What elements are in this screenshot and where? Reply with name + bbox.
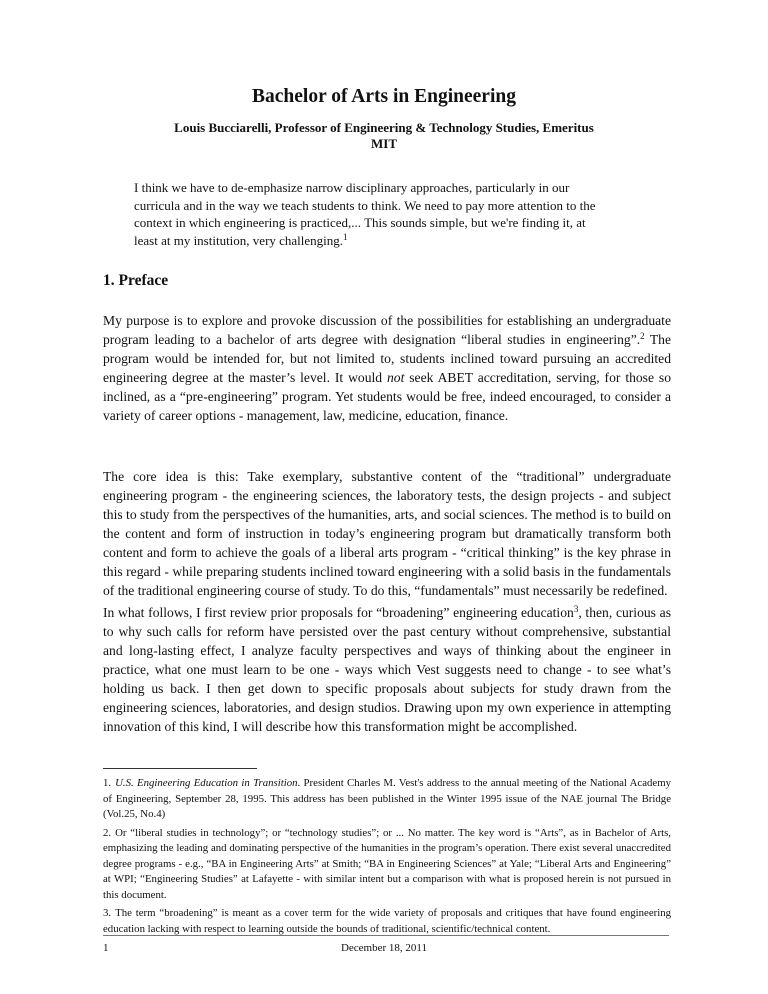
paragraph-3 bbox=[103, 603, 671, 736]
epigraph-text: I think we have to de-emphasize narrow disciplinary approaches, particularly in our curricula and in the way we teach students to think. We need to pay more attention to the context in which engineering is practiced,... This sounds simple, but we're finding it, at least at my institution, very challenging. bbox=[134, 180, 596, 248]
paragraph-3-text-b: , then, curious as to why such calls for reform have persisted over the past century without comprehensive, substantial and long-lasting effect, I analyze faculty perspectives and ways of thinking about the engineer in practice, what one must learn to be one - ways which Vest suggests need to change - to see what’s holding us back. I then get down to specific proposals about subjects for study drawn from the engineering sciences, laboratories, and design studios. Drawing upon my own experience in attempting innovation of this kind, I will describe how this transformation might be accomplished. bbox=[103, 605, 671, 734]
footnote-2-text: Or “liberal studies in technology”; or “technology studies”; or ... No matter. The key word is “Arts”, as in Bachelor of Arts, emphasizing the leading and dominating perspective of the humanities in the program’s operation. There exist several unaccredited degree programs - e.g., “BA in Engineering Arts” at Smith; “BA in Engineering Sciences” at Yale; “Liberal Arts and Engineering” at WPI; “Engineering Studies” at Lafayette - with similar intent but a comparison with what is proposed herein is not pursued in this document. bbox=[103, 826, 671, 901]
affiliation: MIT bbox=[371, 136, 397, 151]
footnote-ref-3[interactable]: 3 bbox=[573, 604, 579, 614]
paragraph-1-text-a: My purpose is to explore and provoke discussion of the possibilities for establishing an undergraduate program leading to a bachelor of arts degree with designation “liberal studies in engineering”. bbox=[103, 313, 671, 347]
footnote-ref-2[interactable]: 2 bbox=[640, 331, 645, 341]
footnote-1-title: U.S. Engineering Education in Transition bbox=[115, 777, 298, 789]
footer-divider bbox=[103, 935, 669, 936]
paragraph-2: The core idea is this: Take exemplary, substantive content of the “traditional” undergraduate engineering program - the engineering sciences, the laboratory tests, the design projects - and subject this to study from the perspectives of the humanities, arts, and social sciences. The method is to build on the content and form of instruction in today’s engineering program but dramatically transform both content and form to achieve the goals of a liberal arts program - “critical thinking” is the key phrase in this regard - while preparing students inclined toward engineering with a solid basis in the fundamentals of the traditional engineering course of study. To do this, “fundamentals” must necessarily be redefined. bbox=[103, 469, 671, 598]
author-line: Louis Bucciarelli, Professor of Engineering & Technology Studies, Emeritus bbox=[174, 120, 594, 135]
footer-date: December 18, 2011 bbox=[340, 942, 428, 954]
paragraph-1-text-c: seek ABET accreditation, serving, for those so inclined, as a “pre-engineering” program. Yet students would be free, indeed encouraged, to consider a variety of career options - management, law, medicine, education, finance. bbox=[103, 370, 672, 423]
epigraph-quote bbox=[134, 179, 602, 249]
footnote-3-text: The term “broadening” is meant as a cover term for the wide variety of proposals and critiques that have found engineering education lacking with respect to learning outside the bounds of traditional, scientific/technical content. bbox=[103, 907, 671, 935]
footnote-1 bbox=[103, 776, 671, 823]
footnote-divider bbox=[103, 768, 257, 769]
author-block bbox=[120, 120, 648, 152]
paragraph-1-emphasis: not bbox=[386, 370, 405, 385]
footnote-2 bbox=[103, 826, 671, 904]
paper-title: Bachelor of Arts in Engineering bbox=[252, 86, 516, 107]
footnote-2-number: 2. bbox=[103, 826, 112, 839]
page-number: 1 bbox=[103, 942, 109, 954]
paragraph-1 bbox=[103, 311, 671, 425]
footnotes bbox=[103, 776, 671, 940]
paragraph-3-text-a: In what follows, I first review prior proposals for “broadening” engineering education bbox=[103, 605, 574, 620]
footnote-1-number: 1. bbox=[103, 777, 112, 789]
footnote-3-number: 3. bbox=[103, 907, 112, 919]
paragraph-1-text-b: The program would be intended for, but not limited to, students inclined toward pursuing an accredited engineering degree at the master’s level. It would bbox=[103, 332, 672, 385]
footnote-ref-1[interactable]: 1 bbox=[343, 231, 348, 242]
section-heading: 1. Preface bbox=[103, 272, 169, 289]
footnote-3 bbox=[103, 906, 671, 937]
footnote-1-text: . President Charles M. Vest's address to the annual meeting of the National Academy of Engineering, September 28, 1995. This address has been published in the Winter 1995 issue of the NAE journal The Bridge (Vol.25, No.4) bbox=[103, 777, 671, 820]
